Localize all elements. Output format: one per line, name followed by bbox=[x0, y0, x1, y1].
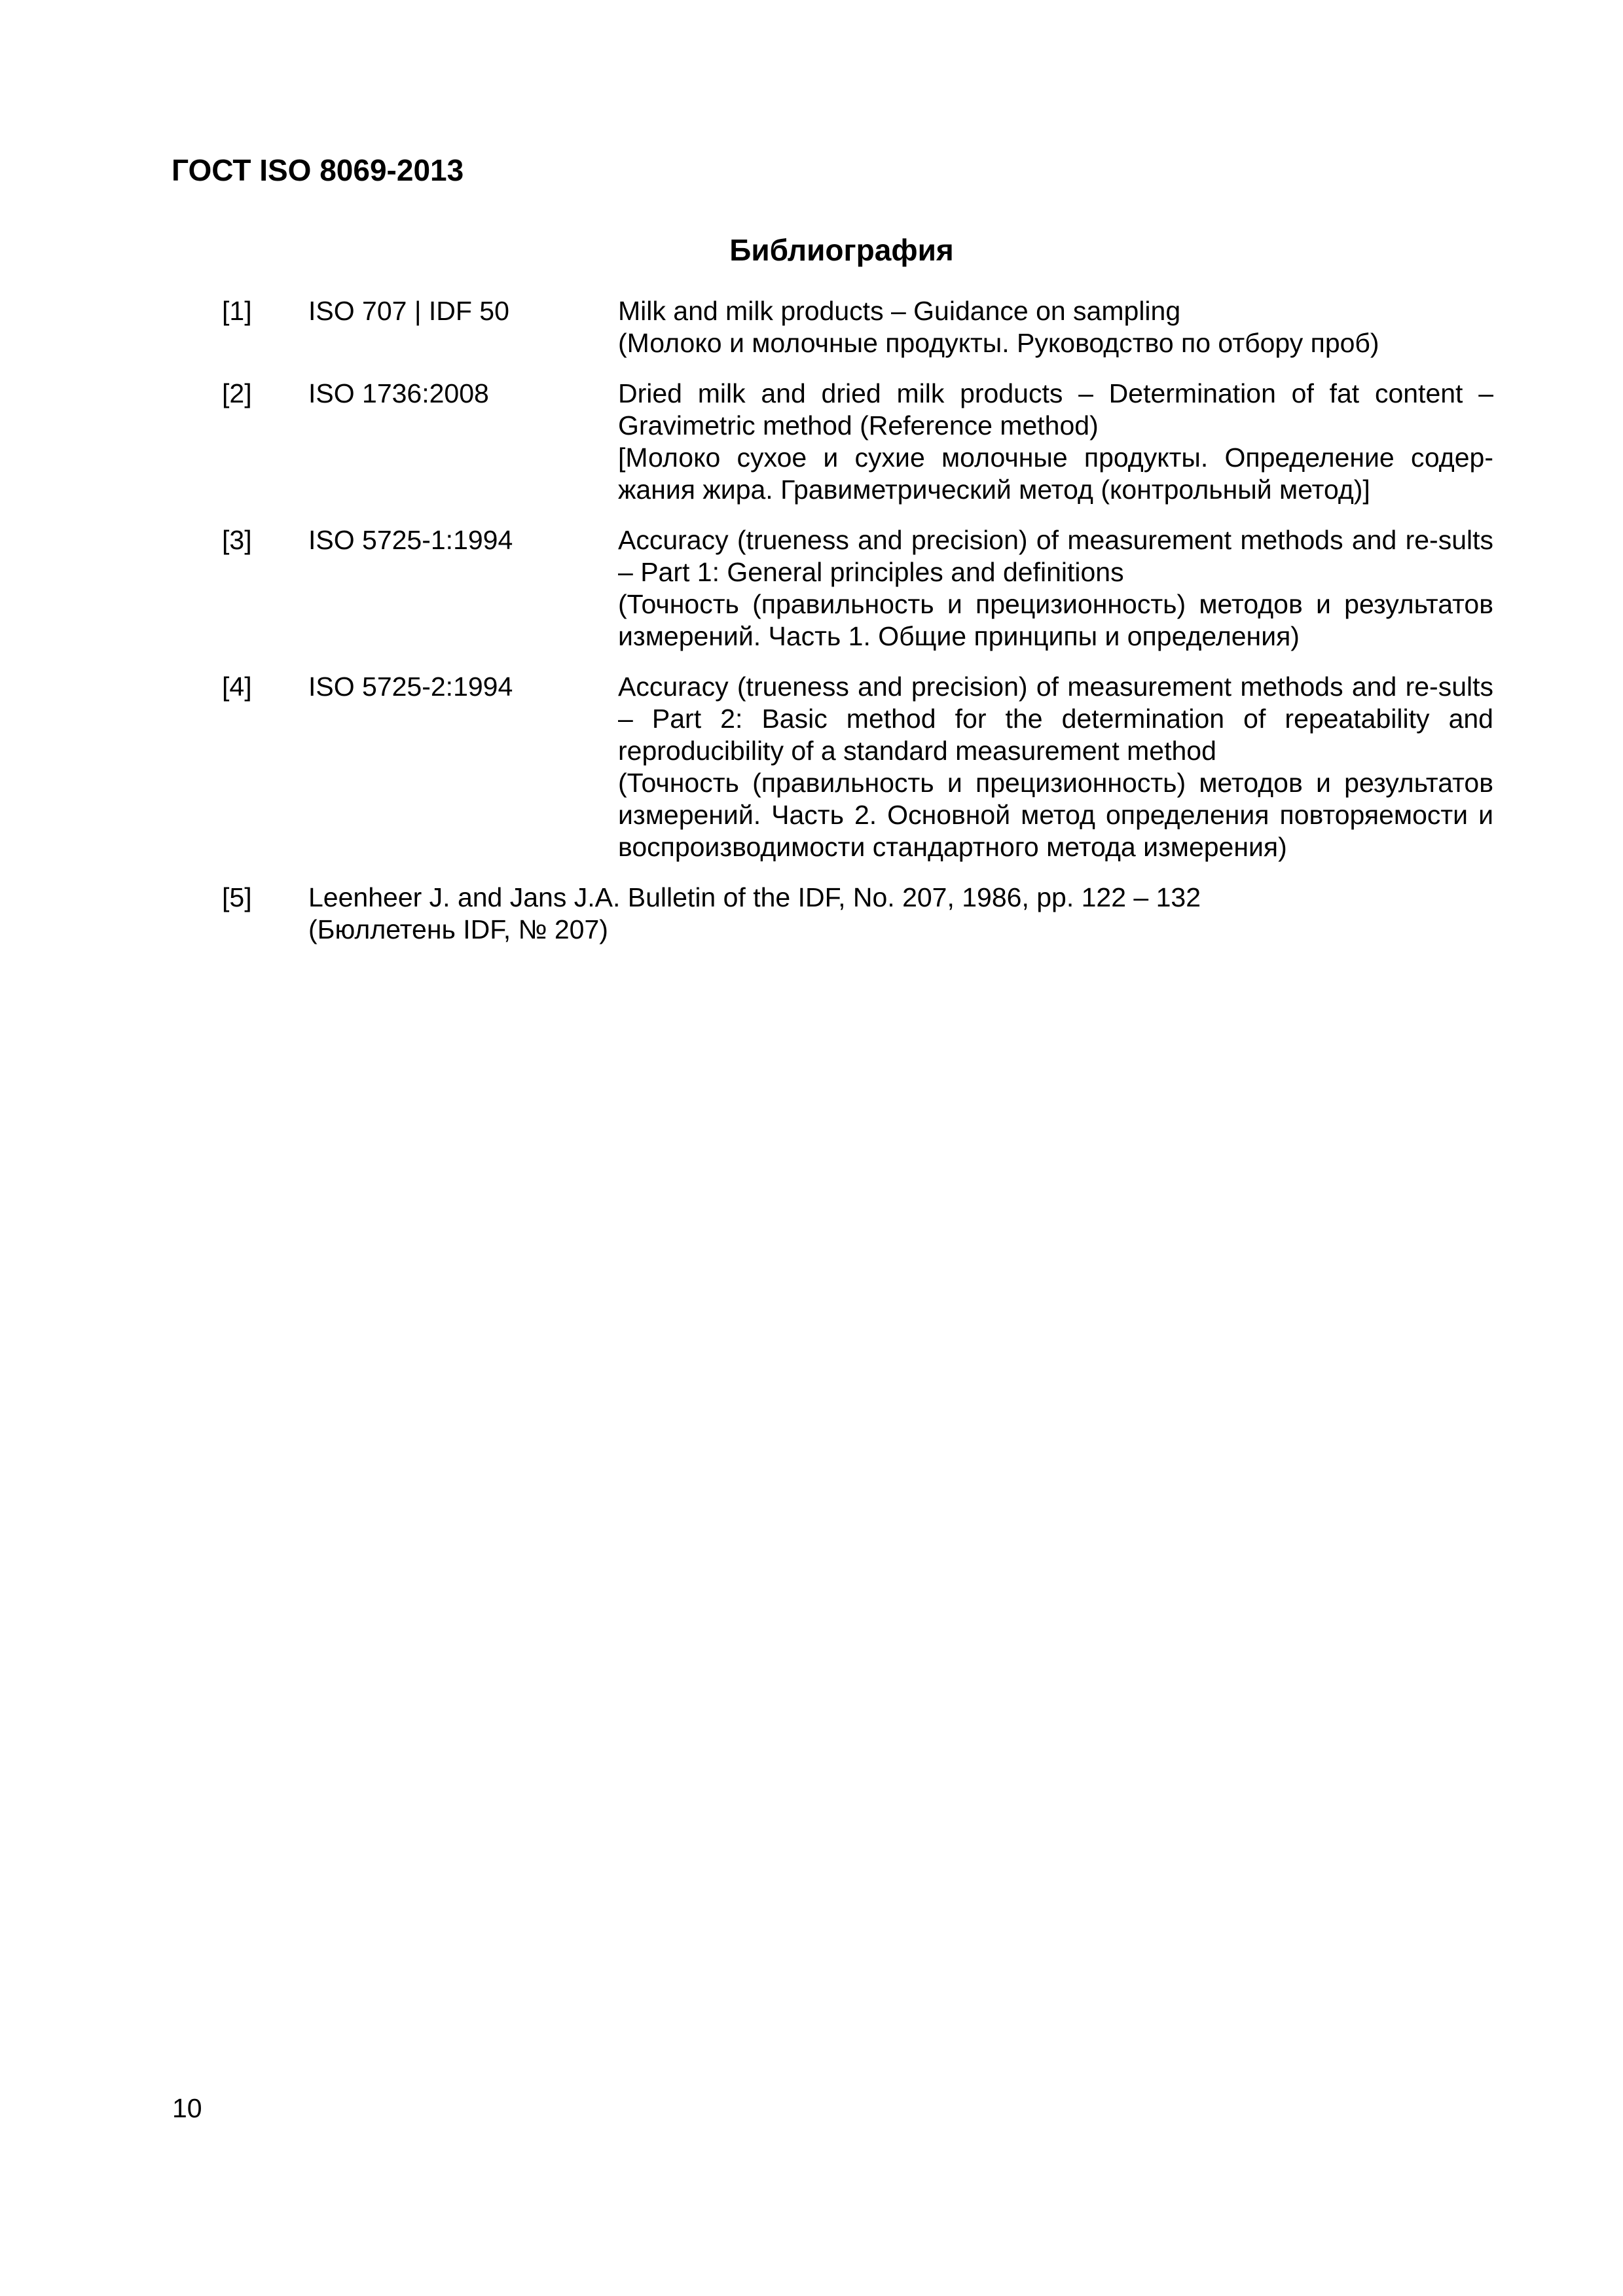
entry-description bbox=[618, 524, 1493, 653]
bibliography-title: Библиография bbox=[729, 233, 954, 267]
entry-description bbox=[308, 882, 1493, 946]
entry-standard-code: ISO 707 | IDF 50 bbox=[308, 296, 509, 326]
entry-description bbox=[618, 295, 1493, 359]
bibliography-entry bbox=[222, 295, 1493, 359]
entry-russian-title: [Молоко сухое и сухие молочные продукты. Определение содер-жания жира. Гравиметрический метод (контрольный метод)] bbox=[618, 442, 1493, 505]
bibliography-entry bbox=[222, 524, 1493, 653]
bibliography-list bbox=[222, 295, 1493, 946]
entry-russian-title: (Молоко и молочные продукты. Руководство по отбору проб) bbox=[618, 328, 1379, 358]
entry-russian-title: (Бюллетень IDF, № 207) bbox=[308, 914, 608, 944]
entry-standard-code: ISO 1736:2008 bbox=[308, 378, 489, 408]
bibliography-entry bbox=[222, 882, 1493, 946]
entry-description bbox=[618, 671, 1493, 863]
entry-number: [5] bbox=[222, 882, 252, 912]
entry-citation: Leenheer J. and Jans J.A. Bulletin of the IDF, No. 207, 1986, pp. 122 – 132 bbox=[308, 882, 1201, 912]
entry-description bbox=[618, 378, 1493, 506]
bibliography-entry bbox=[222, 378, 1493, 506]
entry-english-title: Milk and milk products – Guidance on sampling bbox=[618, 296, 1181, 326]
entry-number: [1] bbox=[222, 296, 252, 326]
entry-number: [2] bbox=[222, 378, 252, 408]
entry-standard-code: ISO 5725-2:1994 bbox=[308, 672, 513, 702]
document-header: ГОСТ ISO 8069-2013 bbox=[172, 153, 464, 187]
entry-russian-title: (Точность (правильность и прецизионность) методов и результатов измерений. Часть 1. Общие принципы и определения) bbox=[618, 589, 1493, 651]
entry-number: [3] bbox=[222, 525, 252, 555]
page-number: 10 bbox=[172, 2093, 202, 2123]
entry-english-title: Accuracy (trueness and precision) of measurement methods and re-sults – Part 1: General principles and definitions bbox=[618, 525, 1493, 587]
entry-english-title: Dried milk and dried milk products – Determination of fat content – Gravimetric method (Reference method) bbox=[618, 378, 1493, 440]
entry-standard-code: ISO 5725-1:1994 bbox=[308, 525, 513, 555]
entry-english-title: Accuracy (trueness and precision) of measurement methods and re-sults – Part 2: Basic method for the determination of repeatability and reproducibility of a standard measurement method bbox=[618, 672, 1493, 766]
entry-number: [4] bbox=[222, 672, 252, 702]
entry-russian-title: (Точность (правильность и прецизионность) методов и результатов измерений. Часть 2. Основной метод определения повторяемости и воспроизводимости стандартного метода измерения) bbox=[618, 768, 1493, 862]
bibliography-entry bbox=[222, 671, 1493, 863]
